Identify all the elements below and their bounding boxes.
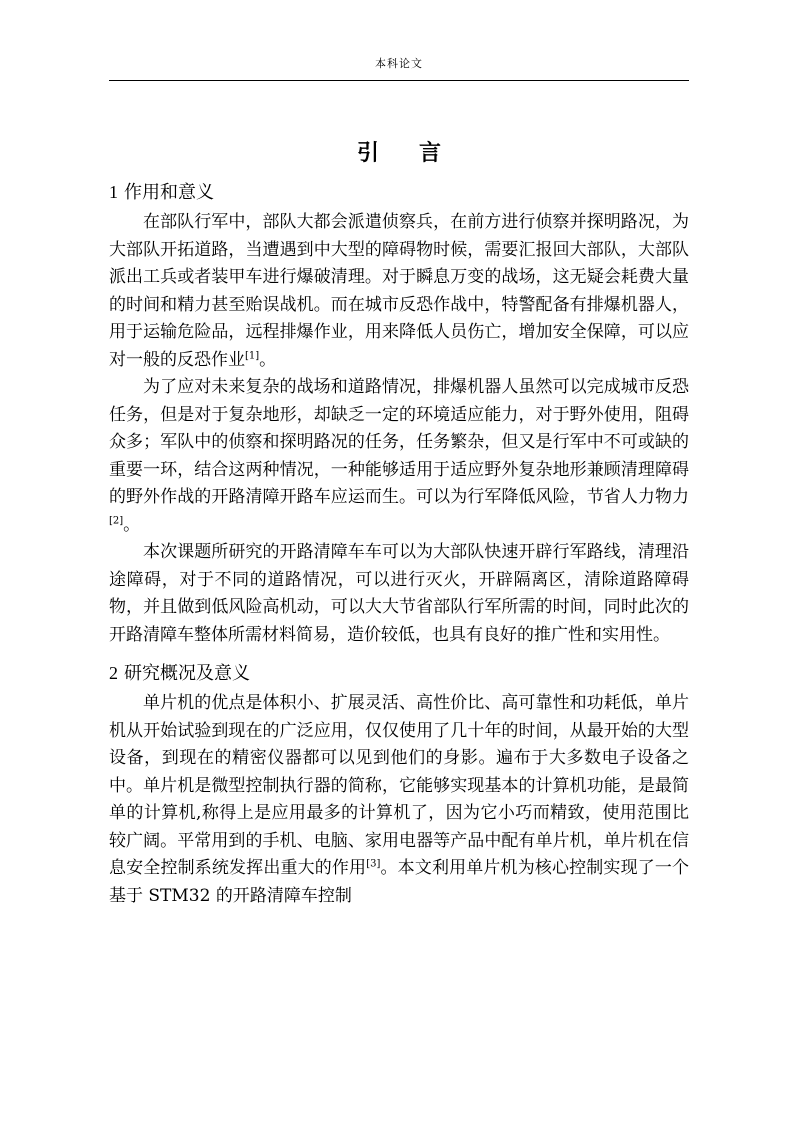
section-heading-1: [109, 176, 689, 209]
paragraph-tail: 。: [123, 514, 141, 535]
paragraph-text: 本次课题所研究的开路清障车车可以为大部队快速开辟行军路线，清理沿途障碍，对于不同的道路情况，可以进行灭火，开辟隔离区，清除道路障碍物，并且做到低风险高机动，可以大大节省部队行军所需的时间，同时此次的开路清障车整体所需材料简易，造价较低，也具有良好的推广性和实用性。: [109, 542, 689, 645]
paragraph-text: 单片机的优点是体积小、扩展灵活、高性价比、高可靠性和功耗低，单片机从开始试验到现在的广泛应用，仅仅使用了几十年的时间，从最开始的大型设备，到现在的精密仪器都可以见到他们的身影。遍布于大多数电子设备之中。单片机是微型控制执行器的简称，它能够实现基本的计算机功能，是最简单的计算机,称得上是应用最多的计算机了，因为它小巧而精致，使用范围比较广阔。平常用到的手机、电脑、家用电器等产品中配有单片机，单片机在信息安全控制系统发挥出重大的作用: [109, 693, 689, 878]
citation-ref: [1]: [245, 349, 260, 361]
paragraph: [109, 374, 689, 539]
chapter-title: 引言: [356, 141, 481, 166]
section-number: 1: [109, 182, 118, 202]
header-rule: [109, 80, 689, 81]
paragraph: [109, 690, 689, 910]
section-heading-2: [109, 657, 689, 690]
paragraph-tail: 。: [259, 349, 277, 370]
paragraph-tail: 。本文利用单片机为核心控制实现了一个基于 STM32 的开路清障车控制: [109, 858, 690, 906]
section-title: 作用和意义: [124, 182, 214, 203]
citation-ref: [3]: [366, 858, 381, 870]
page-header: 本科论文: [375, 57, 423, 70]
section-title: 研究概况及意义: [124, 663, 250, 684]
citation-ref: [2]: [109, 514, 124, 526]
paragraph: [109, 209, 689, 374]
body-content: [109, 176, 689, 910]
paragraph: [109, 539, 689, 649]
paragraph-text: 在部队行军中，部队大都会派遣侦察兵，在前方进行侦察并探明路况，为大部队开拓道路，当遭遇到中大型的障碍物时候，需要汇报回大部队，大部队派出工兵或者装甲车进行爆破清理。对于瞬息万变的战场，这无疑会耗费大量的时间和精力甚至贻误战机。而在城市反恐作战中，特警配备有排爆机器人，用于运输危险品，远程排爆作业，用来降低人员伤亡，增加安全保障，可以应对一般的反恐作业: [109, 212, 689, 370]
paragraph-text: 为了应对未来复杂的战场和道路情况，排爆机器人虽然可以完成城市反恐任务，但是对于复杂地形，却缺乏一定的环境适应能力，对于野外使用，阻碍众多；军队中的侦察和探明路况的任务，任务繁杂，但又是行军中不可或缺的重要一环，结合这两种情况，一种能够适用于适应野外复杂地形兼顾清理障碍的野外作战的开路清障开路车应运而生。可以为行军降低风险，节省人力物力: [109, 377, 689, 507]
section-number: 2: [109, 663, 118, 683]
